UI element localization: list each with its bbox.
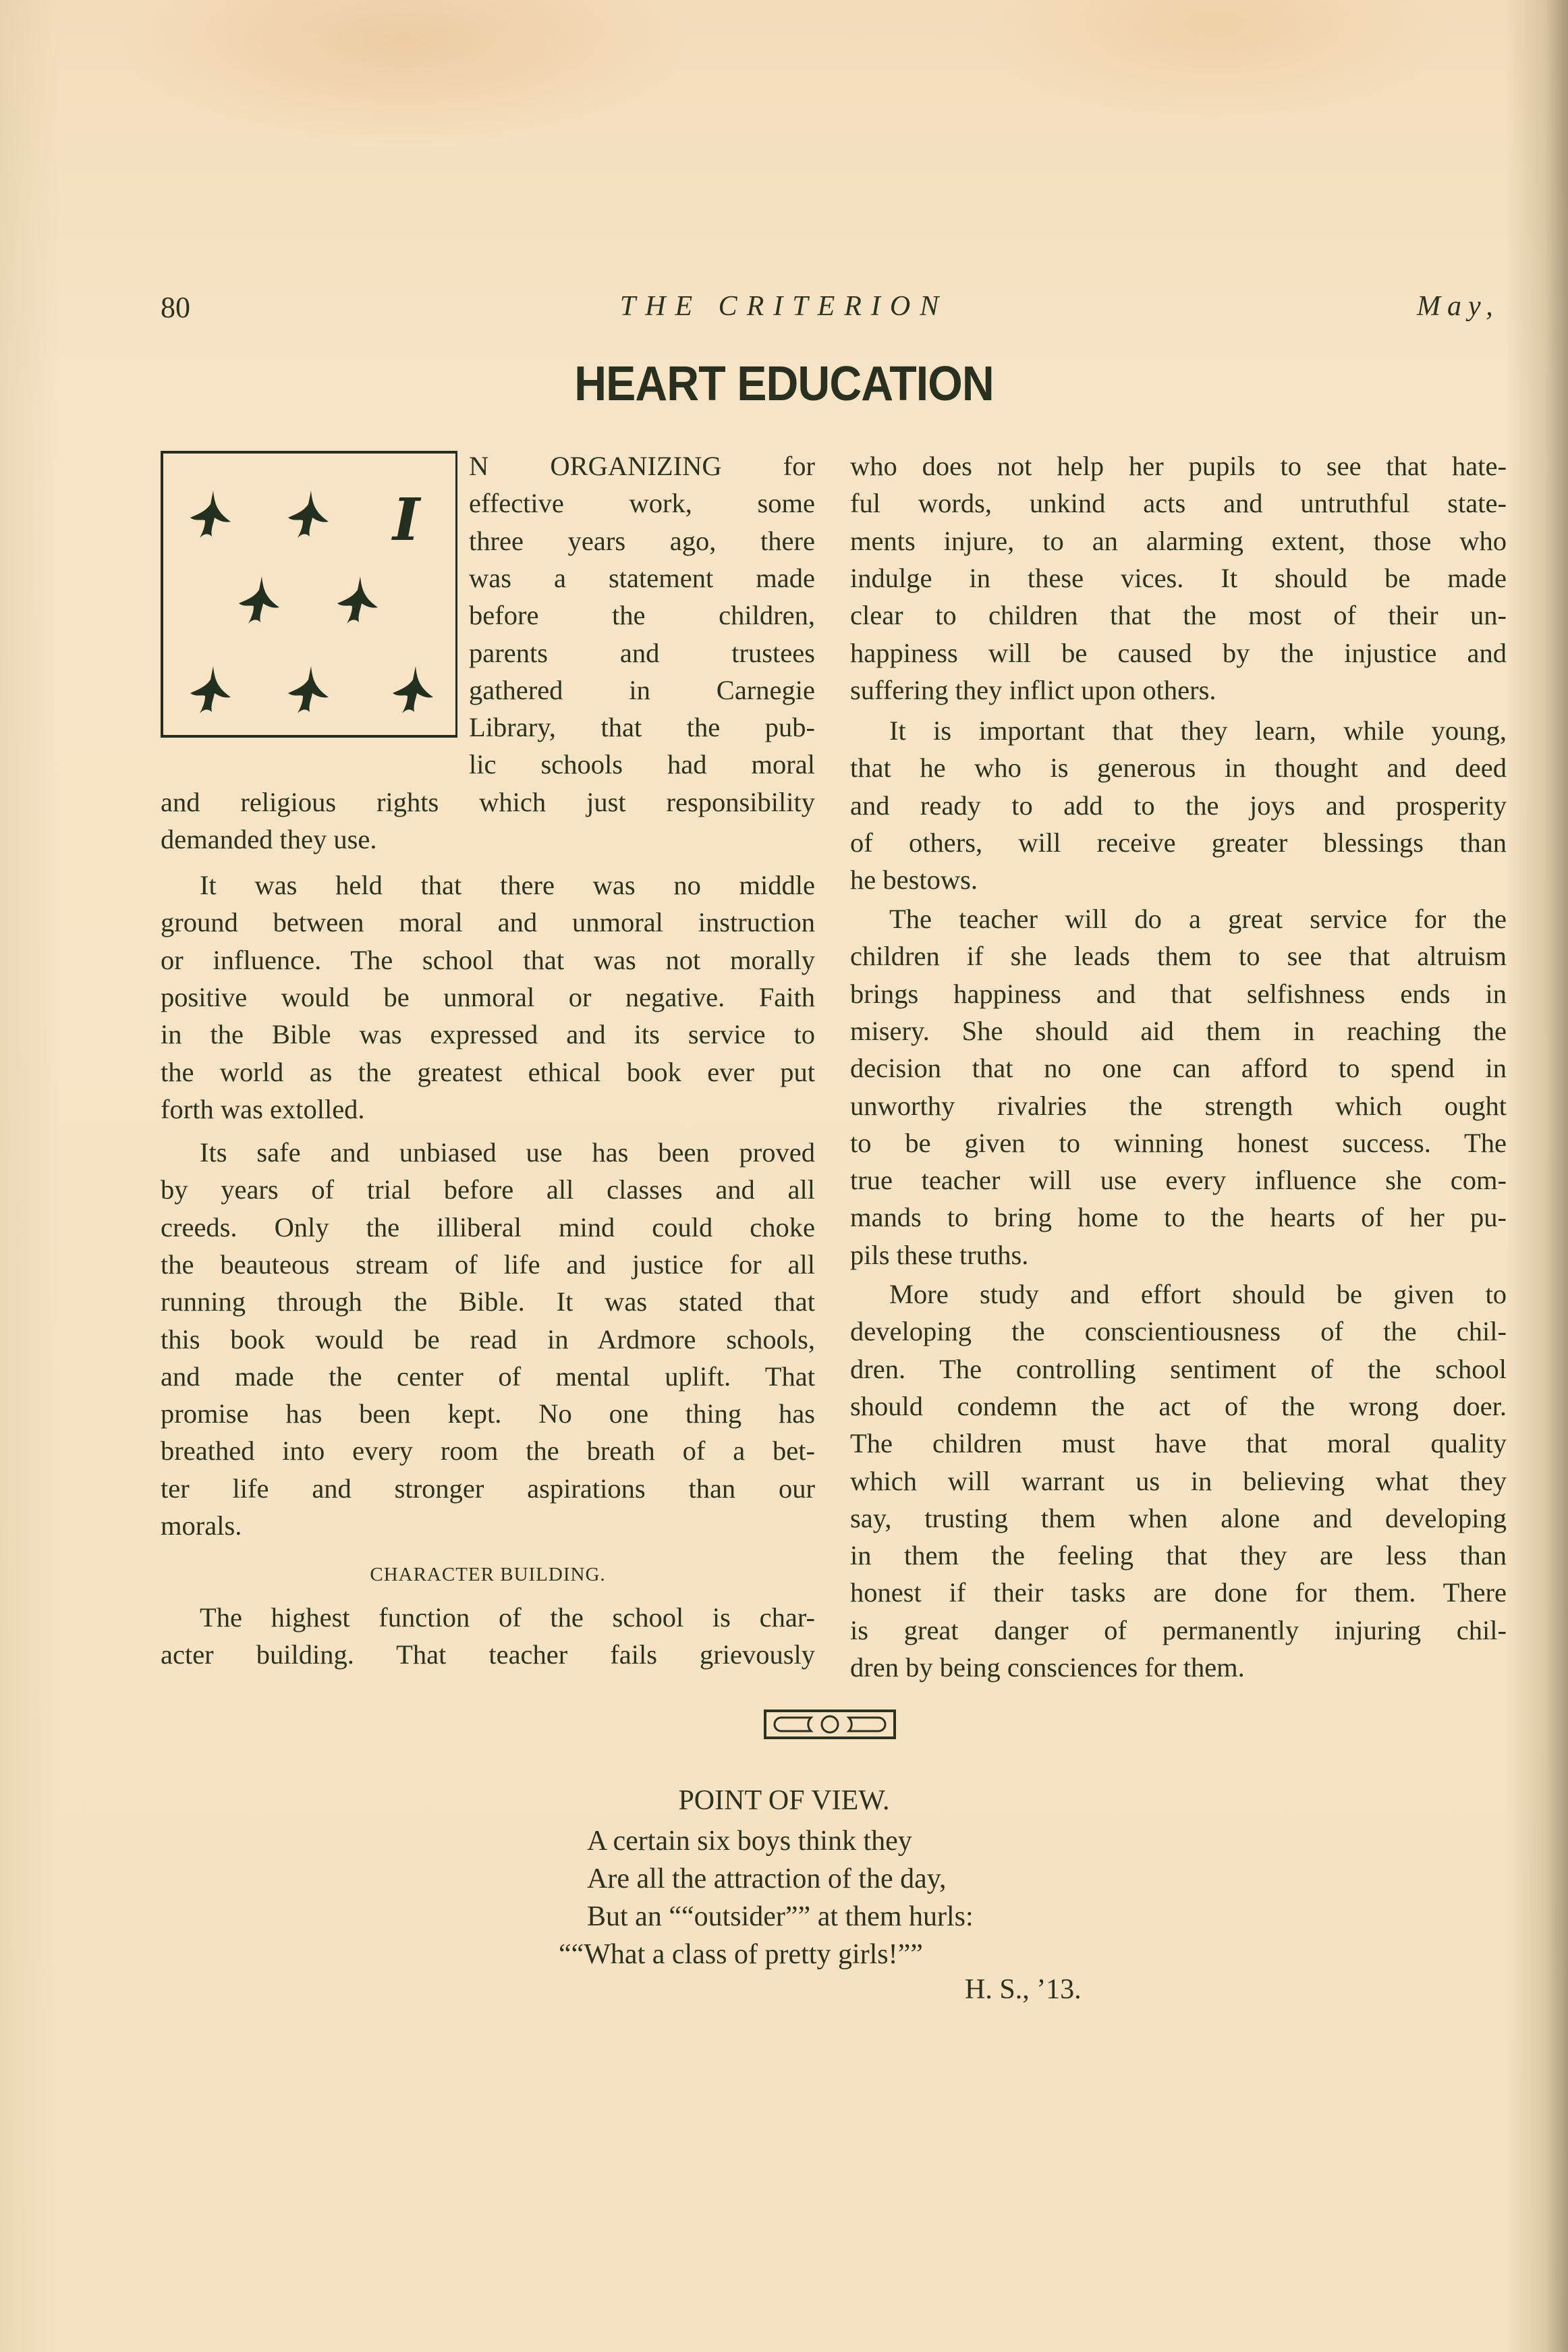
bird-ornament-icon bbox=[393, 666, 433, 713]
text-line: happiness will be caused by the injustice and bbox=[850, 637, 1507, 668]
text-line: or influence. The school that was not morally bbox=[161, 944, 815, 975]
text-line: children if she leads them to see that altruism bbox=[850, 941, 1507, 972]
text-line: unworthy rivalries the strength which ought bbox=[850, 1090, 1507, 1121]
text-line: before the children, bbox=[469, 600, 815, 631]
poem-line: But an ““outsider”” at them hurls: bbox=[587, 1901, 974, 1932]
text-line: mands to bring home to the hearts of her pu- bbox=[850, 1202, 1507, 1233]
text-line: lic schools had moral bbox=[469, 749, 815, 780]
text-line: to be given to winning honest success. The bbox=[850, 1127, 1507, 1158]
text-line: in them the feeling that they are less than bbox=[850, 1540, 1507, 1571]
section-subheading: CHARACTER BUILDING. bbox=[370, 1564, 606, 1585]
text-line: morals. bbox=[161, 1510, 242, 1541]
text-line: honest if their tasks are done for them. There bbox=[850, 1577, 1507, 1608]
text-line: The teacher will do a great service for the bbox=[889, 904, 1507, 934]
text-line: ter life and stronger aspirations than our bbox=[161, 1473, 815, 1504]
poem-title: POINT OF VIEW. bbox=[678, 1785, 890, 1816]
bird-ornament-icon bbox=[288, 491, 329, 538]
text-line: decision that no one can afford to spend in bbox=[850, 1053, 1507, 1084]
text-line: The children must have that moral quality bbox=[850, 1428, 1507, 1459]
text-line: ful words, unkind acts and untruthful state- bbox=[850, 488, 1507, 519]
divider-ornament-icon bbox=[764, 1708, 899, 1742]
text-line: promise has been kept. No one thing has bbox=[161, 1398, 815, 1429]
text-line: this book would be read in Ardmore schools, bbox=[161, 1323, 815, 1355]
text-line: positive would be unmoral or negative. Faith bbox=[161, 981, 815, 1012]
text-line: acter building. That teacher fails grievously bbox=[161, 1639, 815, 1670]
text-line: Its safe and unbiased use has been proved bbox=[200, 1137, 815, 1168]
text-line: clear to children that the most of their un- bbox=[850, 600, 1507, 631]
text-line: brings happiness and that selfishness ends in bbox=[850, 978, 1507, 1009]
poem-line: ““What a class of pretty girls!”” bbox=[559, 1939, 923, 1970]
issue-month: May, bbox=[1417, 291, 1500, 322]
bird-ornament-icon bbox=[190, 491, 231, 538]
text-line: N ORGANIZING for bbox=[469, 451, 815, 481]
text-line: developing the conscientiousness of the chil- bbox=[850, 1316, 1507, 1347]
bird-ornament-icon bbox=[239, 576, 279, 624]
text-line: pils these truths. bbox=[850, 1239, 1029, 1270]
text-line: in the Bible was expressed and its service to bbox=[161, 1019, 815, 1050]
poem-line: Are all the attraction of the day, bbox=[587, 1863, 947, 1894]
text-line: parents and trustees bbox=[469, 637, 815, 668]
text-line: Library, that the pub- bbox=[469, 712, 815, 743]
article-title: HEART EDUCATION bbox=[574, 357, 994, 411]
text-line: is great danger of permanently injuring chil- bbox=[850, 1614, 1507, 1645]
text-line: It is important that they learn, while young, bbox=[889, 715, 1507, 746]
text-line: suffering they inflict upon others. bbox=[850, 674, 1216, 705]
text-line: gathered in Carnegie bbox=[469, 674, 815, 705]
text-line: and ready to add to the joys and prosperity bbox=[850, 790, 1507, 821]
text-line: running through the Bible. It was stated that bbox=[161, 1286, 815, 1317]
text-line: It was held that there was no middle bbox=[200, 870, 815, 900]
text-line: that he who is generous in thought and deed bbox=[850, 753, 1507, 784]
text-line: and religious rights which just responsibility bbox=[161, 787, 815, 817]
text-line: demanded they use. bbox=[161, 824, 377, 855]
text-line: say, trusting them when alone and developing bbox=[850, 1502, 1507, 1533]
drop-cap-ornament bbox=[163, 454, 460, 740]
text-line: ments injure, to an alarming extent, those who bbox=[850, 525, 1507, 556]
journal-title: THE CRITERION bbox=[619, 291, 949, 322]
text-line: who does not help her pupils to see that hate- bbox=[850, 451, 1507, 481]
text-line: which will warrant us in believing what they bbox=[850, 1465, 1507, 1496]
text-line: three years ago, there bbox=[469, 525, 815, 556]
bird-ornament-icon bbox=[190, 666, 231, 713]
text-line: and made the center of mental uplift. That bbox=[161, 1361, 815, 1392]
drop-cap-box bbox=[161, 451, 457, 738]
text-line: the world as the greatest ethical book ever put bbox=[161, 1056, 815, 1087]
text-line: misery. She should aid them in reaching the bbox=[850, 1015, 1507, 1046]
section-divider-ornament bbox=[764, 1708, 899, 1745]
text-line: should condemn the act of the wrong doer. bbox=[850, 1390, 1507, 1421]
text-line: breathed into every room the breath of a bet- bbox=[161, 1435, 815, 1467]
text-line: dren. The controlling sentiment of the school bbox=[850, 1353, 1507, 1384]
poem-line: A certain six boys think they bbox=[587, 1826, 912, 1857]
bird-ornament-icon bbox=[337, 576, 378, 624]
text-line: effective work, some bbox=[469, 488, 815, 519]
text-line: was a statement made bbox=[469, 562, 815, 593]
text-line: the beauteous stream of life and justice for all bbox=[161, 1249, 815, 1280]
text-line: indulge in these vices. It should be made bbox=[850, 562, 1507, 593]
poem-signature: H. S., ’13. bbox=[965, 1974, 1082, 2005]
drop-cap-letter: I bbox=[393, 486, 420, 554]
text-line: by years of trial before all classes and all bbox=[161, 1174, 815, 1205]
text-line: dren by being consciences for them. bbox=[850, 1652, 1245, 1683]
text-line: ground between moral and unmoral instruction bbox=[161, 907, 815, 938]
text-line: forth was extolled. bbox=[161, 1093, 365, 1124]
page-number: 80 bbox=[161, 291, 190, 324]
text-line: he bestows. bbox=[850, 865, 978, 896]
bird-ornament-icon bbox=[288, 666, 329, 713]
text-line: creeds. Only the illiberal mind could choke bbox=[161, 1211, 815, 1242]
text-line: of others, will receive greater blessings than bbox=[850, 827, 1507, 858]
text-line: More study and effort should be given to bbox=[889, 1279, 1507, 1309]
text-line: The highest function of the school is char- bbox=[200, 1602, 815, 1633]
text-line: true teacher will use every influence she com- bbox=[850, 1165, 1507, 1196]
